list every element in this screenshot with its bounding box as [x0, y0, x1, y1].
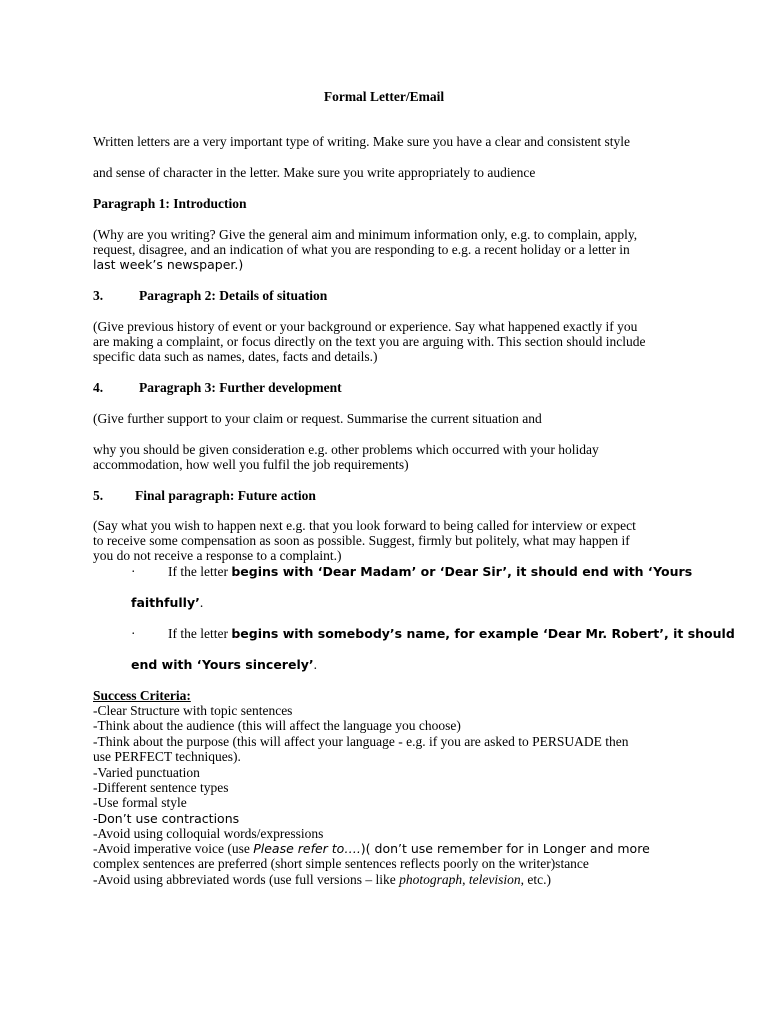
criteria-item: -Different sentence types: [93, 780, 229, 795]
para4-line-2: to receive some compensation as soon as possible. Suggest, firmly but politely, what may happen if: [93, 533, 630, 548]
criteria-item: -Use formal style: [93, 795, 187, 810]
criteria-item: -Clear Structure with topic sentences: [93, 703, 293, 718]
imperative-italic: Please refer to….: [253, 841, 361, 856]
criteria-item: use PERFECT techniques).: [93, 749, 241, 764]
bullet-item-2-cont: [131, 657, 317, 673]
intro-line-1: Written letters are a very important type of writing. Make sure you have a clear and consistent style: [93, 134, 631, 149]
bullet-marker: ·: [131, 564, 136, 579]
para2-line-3: specific data such as names, dates, facts and details.): [93, 349, 378, 364]
criteria-item-complex: complex sentences are preferred (short simple sentences reflects poorly on the writer)stance: [93, 856, 589, 871]
bullet-1-bold: begins with ‘Dear Madam’ or ‘Dear Sir’, it should end with ‘Yours: [231, 564, 693, 579]
para3-line-3: accommodation, how well you fulfil the job requirements): [93, 457, 409, 472]
abbrev-pre: -Avoid using abbreviated words (use full versions – like: [93, 872, 400, 887]
bullet-2-prefix: If the letter: [168, 626, 232, 641]
para2-number: 3.: [93, 288, 104, 303]
para1-line-1: (Why are you writing? Give the general aim and minimum information only, e.g. to complain, apply,: [93, 227, 638, 242]
criteria-item: -Think about the purpose (this will affect your language - e.g. if you are asked to PERSUADE then: [93, 734, 629, 749]
criteria-item: -Varied punctuation: [93, 765, 200, 780]
bullet-1-suffix: .: [199, 595, 204, 610]
imperative-pre: -Avoid imperative voice (use: [93, 841, 254, 856]
bullet-item-2: [168, 626, 735, 642]
para4-line-3: you do not receive a response to a complaint.): [93, 548, 342, 563]
abbrev-post: , etc.): [520, 872, 551, 887]
para1-line-3: last week’s newspaper.): [93, 257, 244, 272]
criteria-item: -Avoid using colloquial words/expressions: [93, 826, 324, 841]
abbrev-italic-1: photograph: [399, 872, 463, 887]
para2-line-1: (Give previous history of event or your background or experience. Say what happened exactly if you: [93, 319, 638, 334]
para3-line-1: (Give further support to your claim or request. Summarise the current situation and: [93, 411, 542, 426]
document-title: Formal Letter/Email: [323, 89, 445, 104]
imperative-post: )( don’t use remember for in Longer and more: [360, 841, 650, 856]
para1-line-2: request, disagree, and an indication of what you are responding to e.g. a recent holiday or a letter in: [93, 242, 630, 257]
para4-heading: Final paragraph: Future action: [135, 488, 316, 503]
bullet-2-suffix: .: [313, 657, 317, 672]
para3-number: 4.: [93, 380, 104, 395]
criteria-item: -Think about the audience (this will affect the language you choose): [93, 718, 461, 733]
intro-line-2: and sense of character in the letter. Make sure you write appropriately to audience: [93, 165, 536, 180]
criteria-item-abbrev: [93, 872, 551, 888]
bullet-item-1: [168, 564, 692, 580]
para2-line-2: are making a complaint, or focus directly on the text you are arguing with. This section should include: [93, 334, 646, 349]
bullet-2-bold: begins with somebody’s name, for example ‘Dear Mr. Robert’, it should: [231, 626, 735, 641]
para3-line-2: why you should be given consideration e.g. other problems which occurred with your holiday: [93, 442, 599, 457]
para1-heading: Paragraph 1: Introduction: [93, 196, 247, 211]
abbrev-italic-2: television: [468, 872, 521, 887]
success-criteria-heading: Success Criteria:: [93, 688, 191, 703]
criteria-item-imperative: [93, 841, 650, 857]
criteria-item: -Don’t use contractions: [93, 811, 240, 826]
bullet-1-prefix: If the letter: [168, 564, 232, 579]
abbrev-mid: ,: [462, 872, 469, 887]
para3-heading: Paragraph 3: Further development: [139, 380, 342, 395]
bullet-item-1-cont: [131, 595, 203, 611]
bullet-marker: ·: [131, 626, 136, 641]
para2-heading: Paragraph 2: Details of situation: [139, 288, 328, 303]
bullet-1-bold-cont: faithfully’: [131, 595, 200, 610]
bullet-2-bold-cont: end with ‘Yours sincerely’: [131, 657, 314, 672]
para4-line-1: (Say what you wish to happen next e.g. that you look forward to being called for interview or expect: [93, 518, 636, 533]
para4-number: 5.: [93, 488, 104, 503]
